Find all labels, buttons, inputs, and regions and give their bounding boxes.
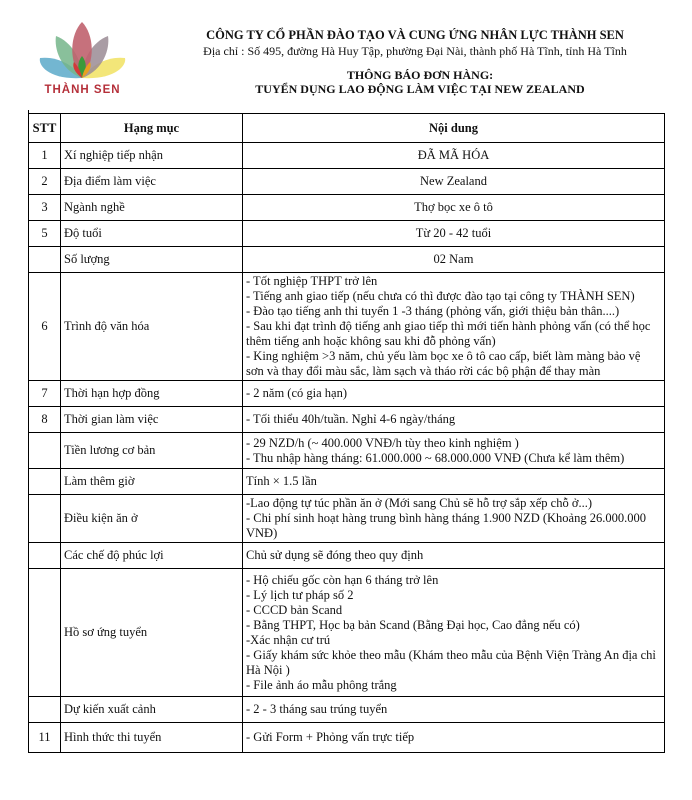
company-address: Địa chỉ : Số 495, đường Hà Huy Tập, phường Đại Nài, thành phố Hà Tĩnh, tỉnh Hà Tĩnh <box>203 44 627 58</box>
content-line: ĐÃ MÃ HÓA <box>417 148 490 162</box>
table-row <box>29 469 665 495</box>
row-category: Địa điểm làm việc <box>61 169 243 195</box>
row-content <box>243 407 665 433</box>
content-line: Chủ sử dụng sẽ đóng theo quy định <box>246 548 424 562</box>
content-line: Từ 20 - 42 tuổi <box>415 226 492 240</box>
content-line: - Hộ chiếu gốc còn hạn 6 tháng trở lên <box>246 572 439 587</box>
row-category: Số lượng <box>61 247 243 273</box>
table-row <box>29 723 665 753</box>
row-number <box>29 247 61 273</box>
row-number <box>29 697 61 723</box>
row-content <box>243 697 665 723</box>
column-header-content: Nội dung <box>243 114 665 143</box>
row-number: 7 <box>29 381 61 407</box>
content-line: - Thu nhập hàng tháng: 61.000.000 ~ 68.000.000 VNĐ (Chưa kể làm thêm) <box>246 450 625 465</box>
row-category: Hồ sơ ứng tuyển <box>61 569 243 697</box>
content-line: - Chi phí sinh hoạt hàng trung bình hàng tháng 1.900 NZD (Khoảng 26.000.000 VNĐ) <box>246 511 646 540</box>
row-number: 8 <box>29 407 61 433</box>
row-content <box>243 723 665 753</box>
row-number <box>29 433 61 469</box>
row-category: Hình thức thi tuyển <box>61 723 243 753</box>
row-content <box>243 221 665 247</box>
table-row <box>29 169 665 195</box>
content-line: - Bằng THPT, Học bạ bản Scand (Bằng Đại học, Cao đẳng nếu có) <box>246 617 580 632</box>
row-category: Thời gian làm việc <box>61 407 243 433</box>
content-line: - CCCD bản Scand <box>246 602 343 617</box>
row-number: 5 <box>29 221 61 247</box>
content-line: - Tối thiểu 40h/tuần. Nghỉ 4-6 ngày/tháng <box>246 412 456 426</box>
content-line: - Tiếng anh giao tiếp (nếu chưa có thì được đào tạo tại công ty THÀNH SEN) <box>246 289 635 303</box>
content-line: - King nghiệm >3 năm, chủ yếu làm bọc xe ô tô cao cấp, biết làm màng bảo vệ sơn và thay đổi màu sắc, làm sạch và tháo rời các bộ phận để thay màn <box>246 349 641 378</box>
table-row <box>29 433 665 469</box>
content-line: - Đào tạo tiếng anh thi tuyển 1 -3 tháng (phỏng vấn, giới thiệu bản thân....) <box>246 304 620 318</box>
company-logo <box>30 18 135 103</box>
content-line: - Lý lịch tư pháp số 2 <box>246 587 354 602</box>
row-category: Ngành nghề <box>61 195 243 221</box>
table-row <box>29 247 665 273</box>
row-content <box>243 543 665 569</box>
table-row <box>29 143 665 169</box>
row-content <box>243 469 665 495</box>
content-line: -Xác nhận cư trú <box>246 632 331 647</box>
notice-title: THÔNG BÁO ĐƠN HÀNG: <box>346 68 494 82</box>
job-details-table <box>28 113 665 753</box>
column-header-category: Hạng mục <box>61 114 243 143</box>
content-line: - Giấy khám sức khỏe theo mẫu (Khám theo mẫu của Bệnh Viện Tràng An địa chỉ Hà Nội ) <box>246 647 656 677</box>
row-content <box>243 569 665 697</box>
table-row <box>29 495 665 543</box>
table-header-row <box>29 114 665 143</box>
content-line: - Sau khi đạt trình độ tiếng anh giao tiếp thì mới tiến hành phỏng vấn (có thể học thêm tiếng anh hoặc không sau khi đỗ phỏng vấn) <box>246 319 651 348</box>
row-content <box>243 495 665 543</box>
content-line: New Zealand <box>420 174 487 188</box>
content-line: - Tốt nghiệp THPT trở lên <box>246 274 378 288</box>
table-row <box>29 543 665 569</box>
row-category: Thời hạn hợp đồng <box>61 381 243 407</box>
content-line: -Lao động tự túc phần ăn ở (Mới sang Chủ sẽ hỗ trợ sắp xếp chỗ ở...) <box>246 496 592 510</box>
row-content <box>243 195 665 221</box>
table-row <box>29 221 665 247</box>
row-number <box>29 543 61 569</box>
row-content <box>243 273 665 381</box>
row-number <box>29 495 61 543</box>
table-row <box>29 697 665 723</box>
row-category: Dự kiến xuất cảnh <box>61 697 243 723</box>
row-category: Điều kiện ăn ở <box>61 495 243 543</box>
table-row <box>29 195 665 221</box>
row-number: 11 <box>29 723 61 753</box>
lotus-icon <box>30 18 135 84</box>
content-line: - 2 - 3 tháng sau trúng tuyển <box>246 702 388 716</box>
logo-text: THÀNH SEN <box>44 84 121 96</box>
content-line: - File ảnh áo mẫu phông trắng <box>246 677 397 692</box>
row-number: 6 <box>29 273 61 381</box>
row-category: Xí nghiệp tiếp nhận <box>61 143 243 169</box>
column-header-stt: STT <box>29 114 61 143</box>
notice-subtitle: TUYỂN DỤNG LAO ĐỘNG LÀM VIỆC TẠI NEW ZEALAND <box>255 82 585 96</box>
company-name: CÔNG TY CỔ PHẦN ĐÀO TẠO VÀ CUNG ỨNG NHÂN LỰC THÀNH SEN <box>206 28 624 42</box>
row-content <box>243 143 665 169</box>
table-row <box>29 381 665 407</box>
row-number <box>29 569 61 697</box>
row-content <box>243 381 665 407</box>
content-line: 02 Nam <box>433 252 474 266</box>
row-content <box>243 247 665 273</box>
row-category: Tiền lương cơ bản <box>61 433 243 469</box>
table-row <box>29 273 665 381</box>
row-number: 3 <box>29 195 61 221</box>
row-category: Trình độ văn hóa <box>61 273 243 381</box>
row-category: Các chế độ phúc lợi <box>61 543 243 569</box>
content-line: - Gửi Form + Phỏng vấn trực tiếp <box>246 730 415 744</box>
content-line: Thợ bọc xe ô tô <box>414 200 493 214</box>
table-row <box>29 569 665 697</box>
row-category: Độ tuổi <box>61 221 243 247</box>
row-number <box>29 469 61 495</box>
row-number: 2 <box>29 169 61 195</box>
row-content <box>243 169 665 195</box>
table-row <box>29 407 665 433</box>
row-number: 1 <box>29 143 61 169</box>
content-line: - 2 năm (có gia hạn) <box>246 386 348 400</box>
content-line: - 29 NZD/h (~ 400.000 VNĐ/h tùy theo kinh nghiệm ) <box>246 435 519 450</box>
row-content <box>243 433 665 469</box>
content-line: Tính × 1.5 lần <box>246 474 317 488</box>
row-category: Làm thêm giờ <box>61 469 243 495</box>
